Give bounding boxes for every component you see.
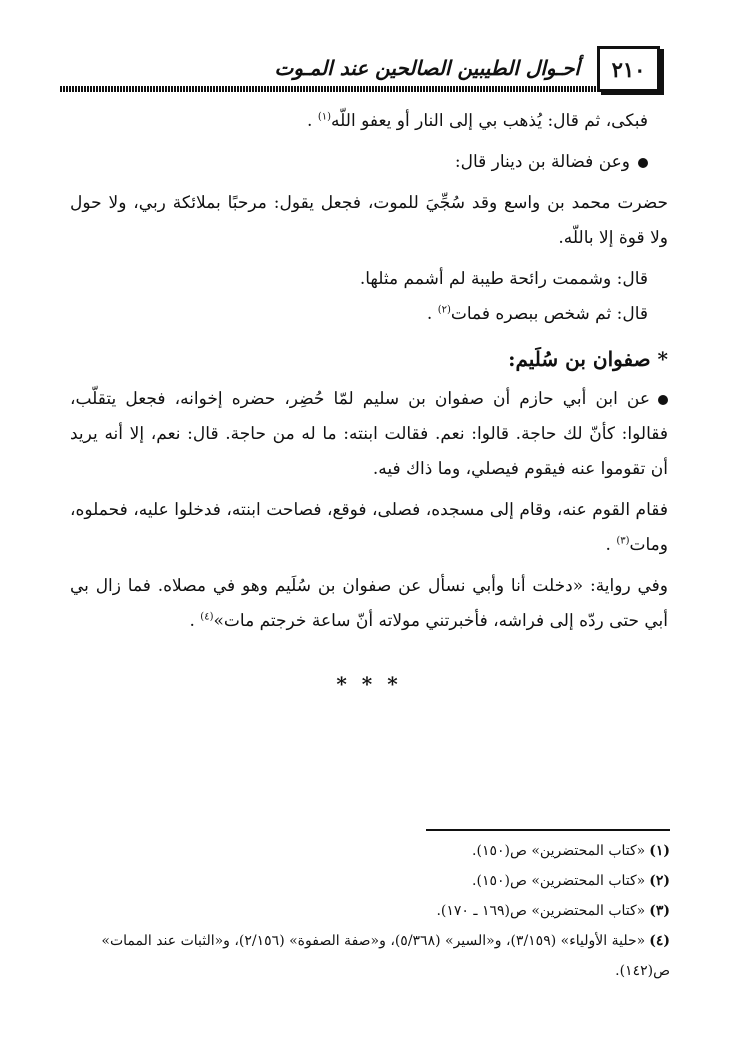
paragraph: فقام القوم عنه، وقام إلى مسجده، فصلى، فوقع، فصاحت ابنته، فدخلوا عليه، فحملوه، ومات$^{(٣)}$ .: [70, 500, 668, 555]
bullet-icon: [638, 158, 648, 168]
paragraph: قال: ثم شخص ببصره فمات$^{(٢)}$ .: [426, 304, 648, 324]
main-text: [70, 104, 668, 702]
footnote-ref[interactable]: (٢): [437, 304, 451, 316]
paragraph: وعن فضالة بن دينار قال:: [70, 145, 668, 180]
page-number: ٢١٠: [597, 46, 660, 92]
bullet-icon: [658, 395, 668, 405]
paragraph: عن ابن أبي حازم أن صفوان بن سليم لمّا حُضِر، حضره إخوانه، فجعل يتقلّب، فقالوا: كأنّ لك حاجة. قالوا: نعم. فقالت ابنته: ما له من حاجة. قال: نعم، إلا أنه يريد أن تقوموا عنه فيقوم فيصلي، وما ذاك فيه.: [70, 389, 668, 479]
footnote: (٣)«كتاب المحتضرين» ص(١٦٩ ـ ١٧٠).: [436, 903, 670, 919]
footnote: (١)«كتاب المحتضرين» ص(١٥٠).: [472, 843, 670, 859]
footnote-rule: [426, 829, 670, 831]
footnote-ref[interactable]: (١): [317, 111, 332, 123]
section-heading: * صفوان بن سُلَيم:: [508, 347, 668, 371]
paragraph: وفي رواية: «دخلت أنا وأبي نسأل عن صفوان بن سُلَيم وهو في مصلاه. فما زال بي أبي حتى ردّه إلى فراشه، فأخبرتني مولاته أنّ ساعة خرجتم مات»$^{(٤)}$ .: [70, 576, 668, 631]
footnote-ref[interactable]: (٣): [616, 535, 630, 547]
paragraph: حضرت محمد بن واسع وقد سُجِّيَ للموت، فجعل يقول: مرحبًا بملائكة ربي، ولا حول ولا قوة إلا باللّه.: [70, 193, 668, 248]
footnote: (٤)«حلية الأولياء» (٣/١٥٩)، و«السير» (٥/٣٦٨)، و«صفة الصفوة» (٢/١٥٦)، و«الثبات عند الممات» ص(١٤٢).: [101, 933, 670, 979]
section-separator: * * *: [336, 672, 402, 696]
header-rule: [60, 86, 598, 92]
paragraph: فبكى، ثم قال: يُذهب بي إلى النار أو يعفو اللّه$^{(١)}$ .: [307, 111, 648, 131]
paragraph: قال: وشممت رائحة طيبة لم أشمم مثلها.: [359, 269, 648, 289]
footnote-ref[interactable]: (٤): [200, 611, 214, 623]
footnotes: [76, 836, 670, 986]
footnote: (٢)«كتاب المحتضرين» ص(١٥٠).: [472, 873, 670, 889]
running-title: أحـوال الطيبين الصالحين عند المـوت: [274, 56, 580, 80]
